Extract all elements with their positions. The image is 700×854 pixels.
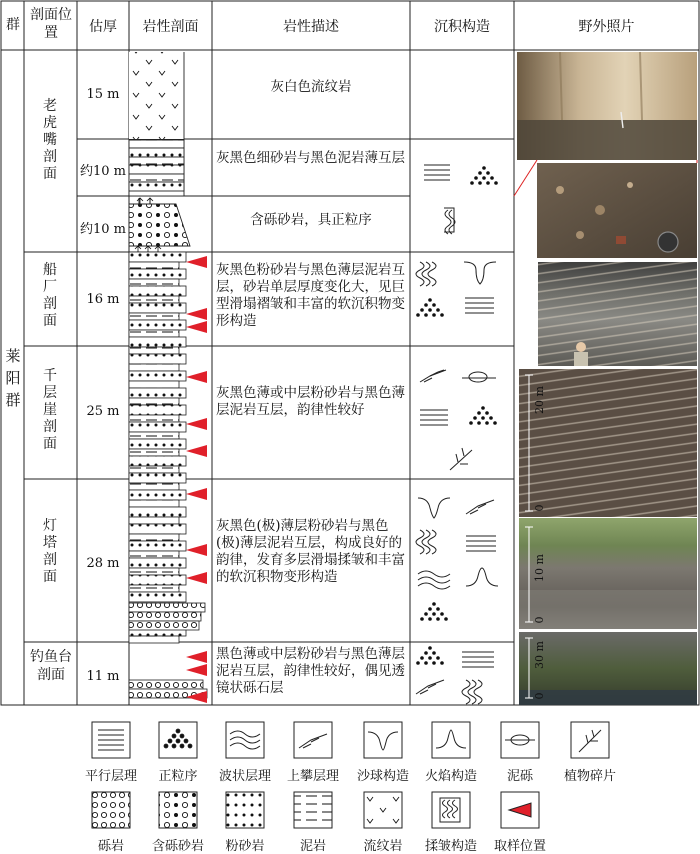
legend-label-plant: 植物碎片 [563,769,616,784]
legend-conglomerate-icon [92,792,130,828]
sample-position-marker [186,371,207,383]
lithology-description: 灰黑色细砂岩与黑色泥岩薄互层 [216,150,405,166]
photo-link-line [514,160,537,196]
header-lithology-desc: 岩性描述 [283,19,339,35]
arrow-icon [147,198,153,204]
graded-bedding-icon [420,602,448,621]
thickness-value: 25 m [86,404,120,419]
thickness-value: 15 m [86,87,120,102]
lithology-description: 灰白色流纹岩 [270,79,352,95]
graded-bedding-icon [469,406,497,425]
sample-position-marker [186,256,207,268]
graded-bedding-icon [470,166,498,185]
crumple-icon [462,680,482,704]
legend-rhyolite-icon [364,792,402,828]
litho-layer [129,330,179,337]
litho-layer [129,269,186,279]
litho-layer [129,558,186,568]
field-photo-pebbly-sandstone-closeup [537,163,697,258]
litho-layer [129,466,179,473]
litho-sand-mud-interbed [129,140,184,196]
sample-position-marker [186,418,207,430]
arrow-icon [137,198,143,204]
litho-conglomerate-layer [129,612,201,621]
crumple-icon [416,262,436,286]
lithology-description: 黑色薄或中层粉砂岩与黑色薄层泥岩互层，韵律性较好，偶见透镜状砾石层 [216,646,405,696]
legend-plant-icon [571,722,609,758]
litho-layer [129,507,186,517]
sample-position-marker [186,544,207,556]
parallel-bedding-icon [462,652,494,667]
litho-layer [129,313,179,320]
section-name-chuanchang: 船厂剖面 [43,262,57,329]
legend-climbing-icon [294,722,332,758]
structure-symbols [416,165,498,704]
litho-layer [129,490,186,500]
climbing-ripple-icon [420,370,446,382]
graded-bedding-icon [416,298,444,317]
litho-conglomerate-layer [129,621,199,630]
litho-layer [129,473,186,483]
legend-label-crumple: 揉皱构造 [424,839,477,854]
legend-sample-icon [501,792,539,828]
legend-flame-icon [432,722,470,758]
litho-layer [129,398,179,405]
thickness-value: 约10 m [79,164,126,179]
section-name-laohuzui: 老虎嘴剖面 [43,98,57,182]
litho-pebbly-sandstone [129,198,190,246]
legend-wavy-icon [226,722,264,758]
header-field-photos: 野外照片 [578,19,635,35]
lithology-description: 灰黑色粉砂岩与黑色薄层泥岩互层，砂岩单层厚度变化大，见巨型滑塌褶皱和丰富的软沉积物变形构造 [216,262,405,329]
graded-bedding-icon [416,646,444,665]
sample-position-marker [186,308,207,320]
scale-label: 30 m [533,641,546,669]
legend-label-parallel: 平行层理 [84,769,137,784]
wavy-bedding-icon [418,571,450,589]
litho-silt-mud-stack [129,198,207,698]
litho-layer [129,422,186,432]
litho-layer [129,415,179,422]
legend-label-siltstone: 粉砂岩 [225,839,265,854]
plant-fragment-icon [450,448,472,470]
scale-label: 0 [533,504,546,512]
litho-layer [129,303,186,313]
litho-layer [129,388,186,398]
litho-layer [129,439,186,449]
legend-label-wavy: 波状层理 [218,769,271,784]
section-name-diaoyutai-text: 钓鱼台剖面 [30,649,72,683]
header-section-position: 剖面位置 [30,7,72,41]
litho-layer [129,592,186,602]
litho-layer [129,296,179,303]
litho-layer [129,262,179,269]
litho-layer [129,354,186,364]
litho-layer [129,456,186,466]
crumple-icon [416,530,436,554]
litho-layer [129,568,179,575]
litho-layer [129,500,179,507]
litho-conglomerate-layer [129,680,203,689]
litho-layer [129,483,179,490]
lithology-description: 含砾砂岩，具正粒序 [250,212,372,228]
sample-position-marker [186,651,207,663]
litho-layer [129,534,179,541]
litho-layer [129,381,179,388]
legend-label-pebblysand: 含砾砂岩 [151,839,204,854]
header-sed-structures: 沉积构造 [434,19,490,35]
sample-position-marker [186,321,207,333]
legend-mudclast-icon [501,722,539,758]
legend-parallel-icon [92,722,130,758]
legend-ballpillow-icon [364,722,402,758]
litho-layer [129,551,179,558]
parallel-bedding-icon [424,165,450,180]
parallel-bedding-icon [420,410,448,425]
thickness-value: 约10 m [79,222,126,237]
ball-pillow-icon [464,262,496,284]
lithology-description: 灰黑色(极)薄层粉砂岩与黑色(极)薄层泥岩互层，构成良好的韵律，发育多层滑塌揉皱和丰富的软沉积物变形构造 [216,518,405,585]
thickness-value: 28 m [86,556,120,571]
litho-layer [129,371,186,381]
litho-layer [129,279,179,286]
arrow-icon [145,246,151,252]
thickness-value: 11 m [86,669,120,684]
arrow-icon [155,246,161,252]
arrow-icon [135,246,141,252]
litho-layer [129,320,186,330]
legend-label-sample: 取样位置 [493,839,546,854]
mud-clast-icon [462,372,496,382]
legend-label-graded: 正粒序 [158,769,198,784]
legend-pebblysand-icon [159,792,197,828]
scale-label: 0 [533,692,546,700]
thickness-value: 16 m [86,292,120,307]
litho-layer [129,252,186,262]
litho-rhyolite [129,52,184,139]
lithology-description: 灰黑色薄或中层粉砂岩与黑色薄层泥岩互层，韵律性较好 [216,385,405,418]
litho-layer [129,636,179,643]
field-photo-laohuzui-cliff [517,52,697,160]
legend-graded-icon [159,722,197,758]
litho-layer [129,541,186,551]
sample-position-marker [186,572,207,584]
legend-label-conglomerate: 砾岩 [97,839,124,854]
litho-conglomerate-layer [129,603,205,612]
sample-position-marker [186,445,207,457]
section-name-diaoyutai [26,648,76,684]
header-group: 群 [6,17,20,33]
legend-label-flame: 火焰构造 [424,769,477,784]
flame-structure-icon [466,568,498,586]
litho-layer [129,405,186,415]
legend-label-rhyolite: 流纹岩 [363,839,403,854]
crumple-icon [444,208,455,234]
legend-label-ballpillow: 沙球构造 [356,769,409,784]
sample-position-marker [186,488,207,500]
scale-label: 10 m [533,554,546,582]
sample-position-marker [186,664,207,676]
climbing-ripple-icon [416,680,444,694]
litho-layer [129,517,179,524]
header-lithology-profile: 岩性剖面 [142,19,199,35]
field-photos [514,52,697,705]
scale-label: 0 [533,616,546,624]
scale-label: 20 m [533,386,546,414]
legend-crumple-icon [432,792,470,828]
litho-layer [129,524,186,534]
parallel-bedding-icon [465,298,494,313]
header-thickness: 估厚 [89,19,117,35]
litho-layer [129,585,179,592]
litho-layer [129,337,186,347]
litho-layer [129,432,179,439]
litho-layer [129,575,186,585]
climbing-ripple-icon [466,500,494,514]
litho-layer [129,347,179,354]
litho-layer [129,449,179,456]
ball-pillow-icon [418,498,450,518]
group-name: 莱阳群 [5,347,21,409]
litho-layer [129,364,179,371]
litho-layer [129,286,186,296]
legend-siltstone-icon [226,792,264,828]
field-photo-chuanchang-outcrop [538,262,697,366]
legend-label-mudstone: 泥岩 [299,839,326,854]
section-name-qiancengya: 千层崖剖面 [43,368,57,452]
legend-label-mudclast: 泥砾 [506,769,533,784]
legend-mudstone-icon [294,792,332,828]
section-name-dengta: 灯塔剖面 [43,518,57,585]
legend-label-climbing: 上攀层理 [286,769,339,784]
parallel-bedding-icon [466,536,496,551]
